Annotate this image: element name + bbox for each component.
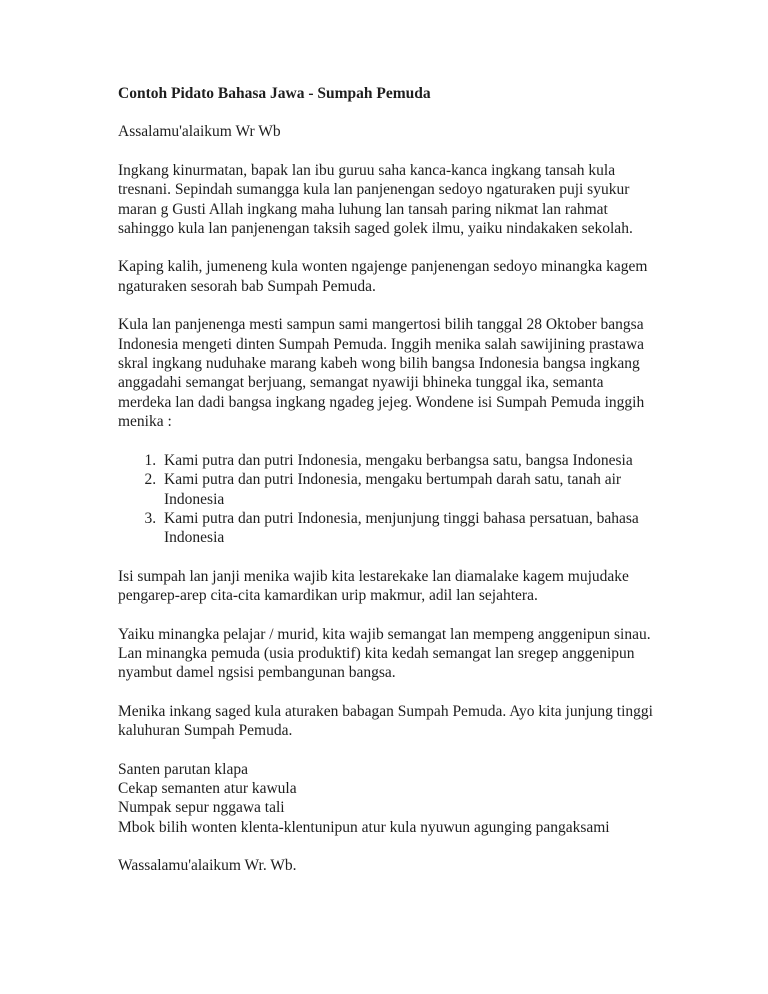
list-item: 2. Kami putra dan putri Indonesia, mengaku bertumpah darah satu, tanah air Indonesia	[160, 470, 658, 509]
list-item: 1. Kami putra dan putri Indonesia, mengaku berbangsa satu, bangsa Indonesia	[160, 451, 658, 470]
pantun-line: Numpak sepur nggawa tali	[118, 799, 285, 817]
paragraph-history: Kula lan panjenenga mesti sampun sami mangertosi bilih tanggal 28 Oktober bangsa Indonesia mengeti dinten Sumpah Pemuda. Inggih menika salah sawijining prastawa skral ingkang nuduhake marang kabeh wong bilih bangsa Indonesia bangsa ingkang anggadahi semangat berjuang, semangat nyawiji bhineka tunggal ika, semanta merdeka lan dadi bangsa ingkang ngadeg jejeg. Wondene isi Sumpah Pemuda inggih menika :	[118, 316, 645, 431]
document-title: Contoh Pidato Bahasa Jawa - Sumpah Pemuda	[118, 85, 431, 102]
salutation-line: Assalamu'alaikum Wr Wb	[118, 123, 281, 141]
closing-salutation: Wassalamu'alaikum Wr. Wb.	[118, 857, 297, 875]
pantun-block	[118, 760, 658, 838]
paragraph-purpose: Kaping kalih, jumeneng kula wonten ngajenge panjenengan sedoyo minangka kagem ngaturaken sesorah bab Sumpah Pemuda.	[118, 258, 648, 295]
list-item: 3. Kami putra dan putri Indonesia, menjunjung tinggi bahasa persatuan, bahasa Indonesia	[160, 509, 658, 548]
sumpah-pemuda-list	[118, 451, 658, 548]
paragraph-meaning: Isi sumpah lan janji menika wajib kita lestarekake lan diamalake kagem mujudake pengarep-arep cita-cita kamardikan urip makmur, adil lan sejahtera.	[118, 567, 629, 605]
pantun-line: Cekap semanten atur kawula	[118, 779, 297, 797]
paragraph-advice: Yaiku minangka pelajar / murid, kita wajib semangat lan mempeng anggenipun sinau. Lan minangka pemuda (usia produktif) kita kedah semangat lan sregep anggenipun nyambut damel ngsisi pembangunan bangsa.	[118, 625, 651, 682]
paragraph-opening: Ingkang kinurmatan, bapak lan ibu guruu saha kanca-kanca ingkang tansah kula tresnani. Sepindah sumangga kula lan panjenengan sedoyo ngaturaken puji syukur maran g Gusti Allah ingkang maha luhung lan tansah paring nikmat lan rahmat sahinggo kula lan panjenengan taksih saged golek ilmu, yaiku nindakaken sekolah.	[118, 161, 633, 238]
pantun-line: Santen parutan klapa	[118, 760, 248, 778]
document-page	[118, 84, 658, 876]
paragraph-conclusion: Menika inkang saged kula aturaken babagan Sumpah Pemuda. Ayo kita junjung tinggi kaluhuran Sumpah Pemuda.	[118, 702, 653, 740]
pantun-line: Mbok bilih wonten klenta-klentunipun atur kula nyuwun agunging pangaksami	[118, 818, 610, 836]
